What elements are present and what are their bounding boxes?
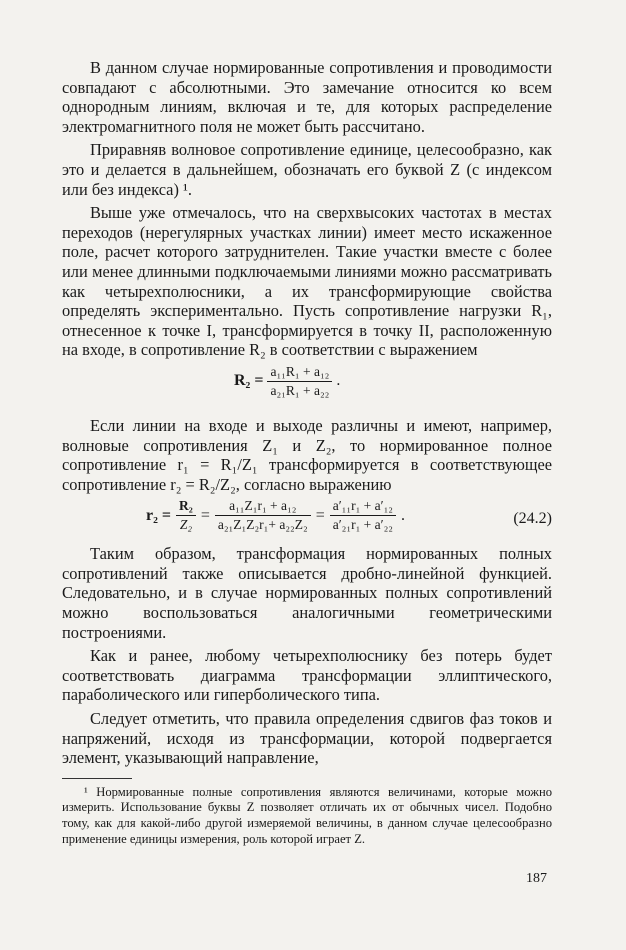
equation-2-f2-num: a₁₁Z₁r₁ + a₁₂ <box>229 498 297 514</box>
equation-2-f1-den: Z₂ <box>179 517 193 533</box>
equation-1-tail: . <box>336 372 341 390</box>
equation-2 <box>62 494 552 544</box>
equation-2-eq-b: = <box>315 506 325 524</box>
paragraph-7: Следует отметить, что правила определения сдвигов фаз токов и напряжений, исходя из трансформации, которой подвергается элемент, указывающий направление, <box>62 709 552 768</box>
equation-1-denominator: a₂₁R₁ + a₂₂ <box>270 382 330 398</box>
equation-2-number: (24.2) <box>513 510 552 528</box>
paragraph-5: Таким образом, трансформация нормированных полных сопротивлений также описывается дробно-линейной функцией. Следовательно, и в случае нормированных полных сопротивлений можно воспользоваться аналогичными геометрическими построениями. <box>62 544 552 642</box>
paragraph-2: Приравняв волновое сопротивление единице, целесообразно, как это и делается в дальнейшем, обозначать его буквой Z (с индексом или без индекса) ¹. <box>62 140 552 199</box>
footnote-rule <box>62 778 132 779</box>
equation-1 <box>62 360 552 416</box>
equation-2-fraction-2 <box>215 498 311 533</box>
paragraph-3: Выше уже отмечалось, что на сверхвысоких частотах в местах переходов (нерегулярных участках линии) имеет место искаженное поле, расчет которого затруднителен. Такие участки вместе с более или менее длинными подключаемыми линиями можно рассматривать как четырехполюсники, а их трансформирующие свойства определять экспериментально. Пусть сопротивление нагрузки R₁, отнесенное к точке I, трансформируется в точку II, расположенную на входе, в сопротивление R₂ в соответствии с выражением <box>62 203 552 360</box>
equation-2-f3-num: a′₁₁r₁ + a′₁₂ <box>332 498 394 514</box>
equation-2-fraction-3 <box>330 498 396 533</box>
equation-2-f3-den: a′₂₁r₁ + a′₂₂ <box>332 517 394 533</box>
page-body <box>62 58 552 847</box>
page-number: 187 <box>526 871 547 886</box>
footnote: ¹ Нормированные полные сопротивления являются величинами, которые можно измерить. Использование буквы Z позволяет отличать их от обычных чисел. Подобно тому, как для какой-либо другой измеряемой величины, в данном случае целесообразно применение единицы измерения, роль которой играет Z. <box>62 784 552 846</box>
equation-2-f2-den: a₂₁Z₁Z₂r₁+ a₂₂Z₂ <box>217 517 308 533</box>
equation-1-fraction <box>267 364 332 399</box>
equation-2-tail: . <box>401 506 406 524</box>
paragraph-6: Как и ранее, любому четырехполюснику без потерь будет соответствовать диаграмма трансформации эллиптического, параболического или гиперболического типа. <box>62 646 552 705</box>
equation-2-fraction-1 <box>176 498 196 533</box>
paragraph-4: Если линии на входе и выходе различны и имеют, например, волновые сопротивления Z₁ и Z₂, то нормированное полное сопротивление r₁ = R₁/Z₁ трансформируется в соответствующее сопротивление r₂ = R₂/Z₂, согласно выражению <box>62 415 552 494</box>
equation-1-lhs: R₂ = <box>234 372 264 390</box>
paragraph-1: В данном случае нормированные сопротивления и проводимости совпадают с абсолютными. Это замечание относится ко всем однородным линиям, включая и те, для которых распределение электромагнитного поля не может быть рассчитано. <box>62 58 552 136</box>
equation-2-eq-a: = <box>200 506 210 524</box>
equation-2-lhs: r₂ = <box>146 506 172 524</box>
equation-2-f1-num: R₂ <box>179 498 193 514</box>
equation-1-numerator: a₁₁R₁ + a₁₂ <box>270 363 330 379</box>
